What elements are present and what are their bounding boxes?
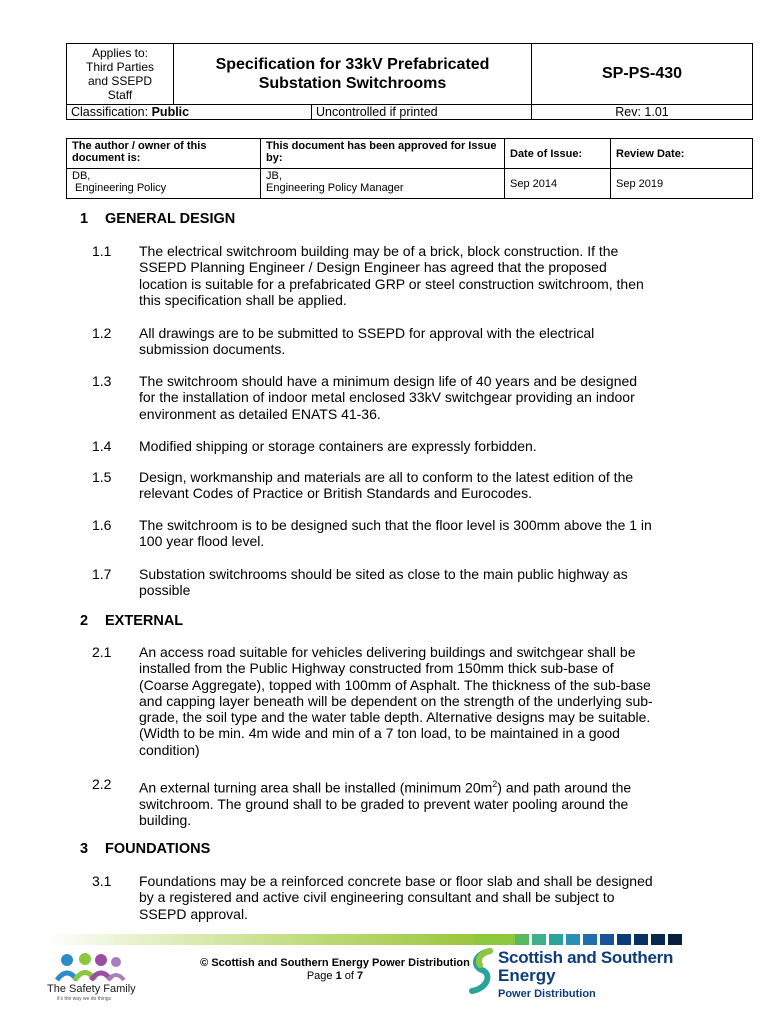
date-of-issue-value: Sep 2014 — [505, 169, 611, 199]
paragraph-line: The switchroom should have a minimum design life of 40 years and be designed — [139, 373, 638, 389]
paragraph-3-1 — [92, 873, 712, 922]
paragraph-number: 1.4 — [92, 438, 112, 454]
paragraph-line: An access road suitable for vehicles delivering buildings and switchgear shall be — [139, 644, 636, 660]
paragraph-1-7 — [92, 566, 712, 599]
brand-name-line-1: Scottish and Southern — [498, 948, 674, 967]
paragraph-number: 3.1 — [92, 873, 112, 889]
paragraph-line: Design, workmanship and materials are all to conform to the latest edition of the — [139, 469, 634, 485]
footer-copyright: © Scottish and Southern Energy Power Distribution — [200, 957, 470, 969]
classification-label: Classification: — [71, 105, 152, 119]
superscript: 2 — [492, 779, 498, 789]
revision-number: Rev: 1.01 — [532, 105, 753, 120]
paragraph-line: for the installation of indoor metal enclosed 33kV switchgear providing an indoor — [139, 389, 635, 406]
section-number: 2 — [80, 613, 89, 629]
section-title: GENERAL DESIGN — [105, 211, 236, 227]
uncontrolled-notice: Uncontrolled if printed — [312, 105, 532, 120]
paragraph-line: 100 year flood level. — [139, 533, 265, 550]
page-label: Page — [306, 970, 336, 982]
text-run: ) and path around the — [497, 779, 632, 796]
paragraph-number: 1.2 — [92, 325, 112, 341]
section-heading — [80, 613, 183, 629]
paragraph-1-4 — [92, 438, 712, 454]
paragraph-line: submission documents. — [139, 341, 286, 358]
applies-to-line: Third Parties — [85, 60, 155, 74]
paragraph-1-1 — [92, 243, 712, 308]
paragraph-line: and capping layer beneath will be dependent on the strength of the underlying sub- — [139, 692, 653, 709]
paragraph-line: The electrical switchroom building may be of a brick, block construction. If the — [139, 243, 619, 259]
section-title: FOUNDATIONS — [105, 841, 211, 857]
paragraph-line: Substation switchrooms should be sited as close to the main public highway as — [139, 566, 628, 582]
paragraph-number: 1.6 — [92, 517, 112, 533]
paragraph-number: 2.2 — [92, 776, 112, 792]
brand-name-line-2: Energy — [498, 966, 556, 985]
applies-to-line: Applies to: — [91, 46, 149, 60]
approver-value — [261, 169, 505, 199]
safety-family-text: The Safety Family — [47, 983, 136, 995]
paragraph-line: SSEPD Planning Engineer / Design Engineer has agreed that the proposed — [139, 259, 607, 276]
brand-name-line-3: Power Distribution — [498, 988, 596, 1000]
applies-to-line: Staff — [107, 88, 133, 102]
paragraph-line: environment as detailed ENATS 41-36. — [139, 405, 381, 422]
paragraph-line: installed from the Public Highway constructed from 150mm thick sub-base of — [139, 660, 614, 677]
paragraph-line: (Coarse Aggregate), topped with 100mm of Asphalt. The thickness of the sub-base — [139, 676, 651, 693]
paragraph-line: SSEPD approval. — [139, 905, 248, 922]
section-number: 3 — [80, 841, 89, 857]
paragraph-1-5 — [92, 469, 712, 502]
page-current: 1 — [335, 970, 342, 982]
paragraph-1-6 — [92, 517, 712, 550]
approver-header: This document has been approved for Issue by: — [261, 139, 505, 169]
author-role: Engineering Policy — [72, 182, 167, 194]
paragraph-line: by a registered and active civil engineering consultant and shall be subject to — [139, 889, 615, 906]
paragraph-line: relevant Codes of Practice or British Standards and Eurocodes. — [139, 485, 532, 502]
section-title: EXTERNAL — [105, 613, 184, 629]
paragraph-line: Modified shipping or storage containers are expressly forbidden. — [139, 438, 537, 454]
approver-name: JB, — [266, 170, 282, 182]
paragraph-1-3 — [92, 373, 712, 422]
paragraph-2-2 — [92, 776, 712, 829]
section-heading — [80, 841, 210, 857]
author-name: DB, — [72, 170, 91, 182]
classification-cell — [67, 105, 312, 120]
paragraph-2-1 — [92, 644, 712, 758]
paragraph-line: grade, the soil type and the water table depth. Alternative designs may be suitable. — [139, 709, 651, 726]
page-of: of — [341, 970, 358, 982]
paragraph-line: this specification shall be applied. — [139, 291, 347, 308]
approval-table — [66, 138, 753, 199]
page-number — [150, 970, 520, 982]
paragraph-line — [139, 776, 712, 796]
approver-role: Engineering Policy Manager — [266, 182, 404, 194]
paragraph-line: (Width to be min. 4m wide and min of a 7 ton load, to be maintained in a good — [139, 725, 620, 742]
review-date-value: Sep 2019 — [611, 169, 753, 199]
paragraph-line: building. — [139, 812, 192, 829]
paragraph-line: condition) — [139, 741, 200, 758]
paragraph-number: 1.1 — [92, 243, 112, 259]
paragraph-line: Foundations may be a reinforced concrete base or floor slab and shall be designed — [139, 873, 653, 889]
date-of-issue-header: Date of Issue: — [505, 139, 611, 169]
document-number: SP-PS-430 — [532, 44, 753, 105]
page-total: 7 — [357, 970, 364, 982]
paragraph-number: 1.7 — [92, 566, 112, 582]
safety-family-tagline: it's the way we do things — [57, 996, 112, 1002]
section-number: 1 — [80, 211, 89, 227]
section-heading — [80, 211, 235, 227]
paragraph-line: The switchroom is to be designed such that the floor level is 300mm above the 1 in — [139, 517, 652, 533]
document-title — [174, 44, 532, 105]
text-run: An external turning area shall be installed (minimum 20m — [139, 779, 493, 796]
footer-color-stripe — [45, 934, 682, 945]
classification-value: Public — [151, 105, 190, 119]
applies-to-line: and SSEPD — [87, 74, 153, 88]
paragraph-line: All drawings are to be submitted to SSEPD for approval with the electrical — [139, 325, 595, 341]
paragraph-line: possible — [139, 582, 191, 599]
paragraph-1-2 — [92, 325, 712, 358]
title-line-2: Substation Switchrooms — [258, 75, 447, 92]
paragraph-number: 1.5 — [92, 469, 112, 485]
paragraph-line: location is suitable for a prefabricated GRP or steel construction switchroom, then — [139, 275, 644, 292]
paragraph-number: 2.1 — [92, 644, 112, 660]
safety-family-logo-icon — [55, 952, 133, 984]
title-line-1: Specification for 33kV Prefabricated — [215, 56, 490, 73]
author-header: The author / owner of this document is: — [67, 139, 261, 169]
review-date-header: Review Date: — [611, 139, 753, 169]
paragraph-number: 1.3 — [92, 373, 112, 389]
paragraph-line: switchroom. The ground shall to be graded to prevent water pooling around the — [139, 795, 629, 812]
applies-to-cell — [67, 44, 174, 105]
sse-swirl-logo-icon — [468, 948, 496, 994]
document-header-table — [66, 43, 753, 120]
author-value — [67, 169, 261, 199]
